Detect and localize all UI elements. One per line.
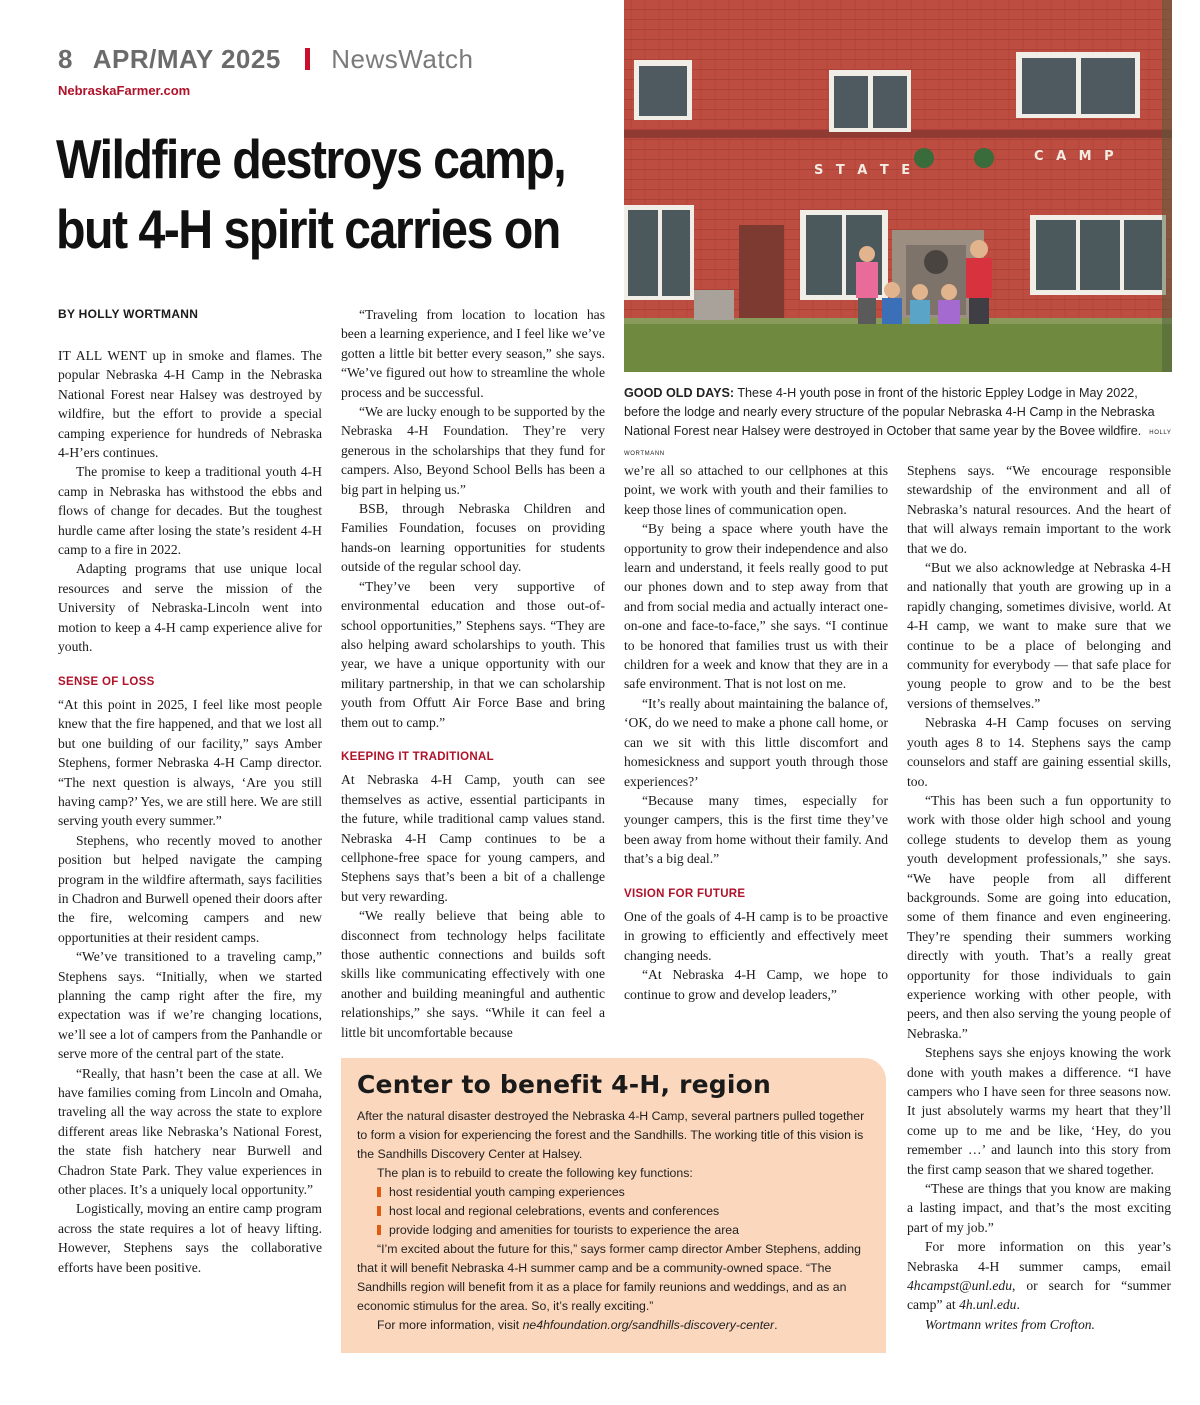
paragraph: “We are lucky enough to be supported by the Nebraska 4-H Foundation. They’re very generous in the scholarships that they fund for campers. Also, Beyond School Bells has been a big part in helping us.”	[341, 404, 605, 497]
paragraph: Nebraska 4-H Camp focuses on serving youth ages 8 to 14. Stephens says the camp counselors and staff are gaining essential skills, too.	[907, 715, 1171, 789]
paragraph: BSB, through Nebraska Children and Families Foundation, focuses on providing hands-on learning opportunities for students outside of the regular school day.	[341, 501, 605, 575]
bullet-marker-icon	[377, 1225, 381, 1235]
paragraph: “Because many times, especially for younger campers, this is the first time they’ve been away from home without their family. And that’s a big deal.”	[624, 792, 888, 867]
list-item-text: host local and regional celebrations, events and conferences	[389, 1204, 720, 1218]
more-info-text: .	[1016, 1297, 1020, 1313]
article-column-3	[624, 461, 888, 1004]
website-link[interactable]: NebraskaFarmer.com	[58, 83, 191, 98]
sidebar-paragraph	[357, 1316, 870, 1335]
sidebar-text: .	[774, 1318, 778, 1332]
paragraph: “By being a space where youth have the opportunity to grow their independence and also learn and understand, it feels really good to put our phones down and to step away from that and from social media and actually interact one-on-one and face-to-face,” she says. “I continue to be honored that families trust us with their children for a week and know that they are in a safe environment. That is not lost on me.	[624, 521, 888, 692]
subhead-keeping-it-traditional: KEEPING IT TRADITIONAL	[341, 750, 494, 763]
caption-lead: GOOD OLD DAYS:	[624, 386, 735, 400]
sidebar-paragraph: “I’m excited about the future for this,” says former camp director Amber Stephens, adding that it will benefit Nebraska 4-H summer camp and be a community-owned space. “The Sandhills region will benefit from it as a place for family reunions and weddings, and as an economic stimulus for the area. So, it’s really exciting.”	[357, 1242, 861, 1313]
subhead-sense-of-loss: SENSE OF LOSS	[58, 675, 155, 688]
author-signoff	[907, 1315, 1171, 1334]
paragraph: “But we also acknowledge at Nebraska 4-H and nationally that youth are growing up in a rapidly changing, sometimes divisive, world. At 4-H camp, we want to make sure that we continue to be a place of belonging and community for everybody — that safe place for young people to grow and to be the best versions of themselves.”	[907, 560, 1171, 711]
paragraph: “These are things that you know are making a lasting impact, and that’s the most exciting part of my job.”	[907, 1181, 1171, 1235]
website-link-4h[interactable]: 4h.unl.edu	[959, 1297, 1017, 1313]
paragraph: “They’ve been very supportive of environmental education and those out-of-school opportunities,” Stephens says. “They are also helping award scholarships to youth. This year, we have a unique opportunity with our military partnership, in that we can scholarship youth from Offutt Air Force Base and bring them out to camp.”	[341, 578, 605, 730]
paragraph-more-info	[907, 1237, 1171, 1315]
article-column-4	[907, 461, 1171, 1334]
paragraph: “At this point in 2025, I feel like most people knew that the fire happened, and that we lost all but one building of our facility,” says Amber Stephens, former Nebraska 4-H Camp director. “The next question is always, ‘Are you still having camp?’ Yes, we are still here. We are still serving youth every summer.”	[58, 696, 322, 829]
list-item-text: provide lodging and amenities for tourists to experience the area	[389, 1223, 739, 1237]
list-item	[377, 1202, 870, 1221]
caption-text: These 4-H youth pose in front of the historic Eppley Lodge in May 2022, before the lodge and nearly every structure of the popular Nebraska 4-H Camp in the Nebraska National Forest near Halsey were destroyed in October that same year by the Bovee wildfire.	[624, 386, 1155, 438]
sign-camp-text: C A M P	[1034, 149, 1118, 164]
paragraph: At Nebraska 4-H Camp, youth can see themselves as active, essential participants in the future, while traditional camp values stand. Nebraska 4-H Camp continues to be a cellphone-free space for young campers, and Stephens says that’s been a bit of a challenge but very rewarding.	[341, 772, 605, 904]
photo-caption	[624, 384, 1172, 464]
paragraph: Adapting programs that use unique local resources and serve the mission of the University of Nebraska-Lincoln went into motion to keep a 4-H camp experience alive for youth.	[58, 561, 322, 655]
headline	[56, 124, 619, 264]
more-info-text: , or search for “summer camp” at	[907, 1278, 1171, 1313]
sidebar-paragraph: After the natural disaster destroyed the Nebraska 4-H Camp, several partners pulled together to form a vision for experiencing the forest and the Sandhills. The working title of this vision is the Sandhills Discovery Center at Halsey.	[357, 1109, 865, 1161]
sidebar-box	[341, 1058, 886, 1353]
sidebar-title: Center to benefit 4-H, region	[357, 1070, 771, 1099]
lodge-photo-illustration	[624, 0, 1172, 372]
lodge-photo	[624, 0, 1172, 372]
sign-state-text: S T A T E	[814, 163, 915, 178]
paragraph: “We’ve transitioned to a traveling camp,” Stephens says. “Initially, when we started planning the camp right after the fire, my expectation was if we’re changing locations, we’ll see a lot of campers from the Panhandle or serve more of the central part of the state.	[58, 949, 322, 1062]
paragraph: Stephens, who recently moved to another position but helped navigate the camping program in the wildfire aftermath, says facilities in Chadron and Burwell opened their doors after the fire, welcoming campers and new opportunities at their resident camps.	[58, 832, 322, 945]
article-column-1	[58, 346, 322, 1277]
headline-line-1: Wildfire destroys camp,	[56, 128, 566, 190]
paragraph: Logistically, moving an entire camp program across the state requires a lot of heavy lifting. However, Stephens says the collaborative efforts have been positive.	[58, 1201, 322, 1275]
section-name: NewsWatch	[331, 44, 474, 74]
paragraph: Stephens says she enjoys knowing the work done with youth makes a difference. “I have campers who I have seen for three seasons now. It just absolutely warms my heart that they’ll come up to me and be like, ‘Hey, do you remember …’ and launch into this story from the first camp season that we shared together.	[907, 1045, 1171, 1177]
issue-date: APR/MAY 2025	[92, 44, 281, 74]
paragraph: IT ALL WENT up in smoke and flames. The popular Nebraska 4-H Camp in the Nebraska National Forest near Halsey was destroyed by wildfire, but the effort to provide a special camping experience for hundreds of Nebraska 4-H’ers continues.	[58, 348, 322, 461]
sidebar-text: For more information, visit	[377, 1318, 523, 1332]
sidebar-bullet-list	[357, 1183, 870, 1240]
page-number: 8	[58, 44, 73, 74]
paragraph: “We really believe that being able to disconnect from technology helps facilitate those authentic connections and builds soft skills like communicating effectively with one another and building meaningful and authentic relationships,” she says. “While it can feel a little bit uncomfortable because	[341, 908, 605, 1040]
author-signoff-text: Wortmann writes from Crofton.	[925, 1316, 1095, 1332]
list-item	[377, 1183, 870, 1202]
bullet-marker-icon	[377, 1206, 381, 1216]
subhead-vision-for-future: VISION FOR FUTURE	[624, 887, 746, 900]
more-info-text: For more information on this year’s Nebraska 4-H summer camps, email	[907, 1239, 1171, 1274]
bullet-marker-icon	[377, 1187, 381, 1197]
article-column-2	[341, 305, 605, 1042]
paragraph: we’re all so attached to our cellphones at this point, we work with youth and their families to keep those lines of communication open.	[624, 463, 888, 517]
paragraph: “At Nebraska 4-H Camp, we hope to continue to grow and develop leaders,”	[624, 967, 888, 1002]
list-item-text: host residential youth camping experiences	[389, 1185, 625, 1199]
folio-divider	[305, 48, 310, 70]
paragraph: “It’s really about maintaining the balance of, ‘OK, do we need to make a phone call home, or can we sit with this little discomfort and homesickness and support youth through those experiences?’	[624, 695, 888, 789]
paragraph: The promise to keep a traditional youth 4-H camp in Nebraska has withstood the ebbs and flows of change for decades. But the toughest hurdle came after losing the state’s resident 4-H camp to a fire in 2022.	[58, 464, 322, 558]
foundation-link[interactable]: ne4hfoundation.org/sandhills-discovery-center	[522, 1318, 775, 1332]
paragraph: “Traveling from location to location has been a learning experience, and I feel like we’ve gotten a little bit better every season,” she says. “We’ve figured out how to streamline the whole process and be successful.	[341, 307, 605, 400]
list-item	[377, 1221, 870, 1240]
photo-credit: HOLLY WORTMANN	[624, 430, 1172, 457]
paragraph: Stephens says. “We encourage responsible stewardship of the environment and all of Nebraska’s natural resources. And the heart of that will always remain important to the work that we do.	[907, 463, 1171, 556]
email-link[interactable]: 4hcampst@unl.edu	[907, 1278, 1013, 1294]
paragraph: One of the goals of 4-H camp is to be proactive in growing to efficiently and effectively meet changing needs.	[624, 908, 888, 963]
sidebar-paragraph: The plan is to rebuild to create the following key functions:	[377, 1166, 693, 1180]
headline-line-2: but 4-H spirit carries on	[56, 198, 560, 260]
page-folio	[58, 44, 474, 75]
byline: BY HOLLY WORTMANN	[58, 307, 199, 321]
paragraph: “Really, that hasn’t been the case at all. We have families coming from Lincoln and Omaha, traveling all the way across the state to explore different areas like Nebraska’s National Forest, the state fish hatchery near Burwell and Chadron State Park. They value experiences in other places. It’s a uniquely local opportunity.”	[58, 1065, 322, 1198]
paragraph: “This has been such a fun opportunity to work with those older high school and young college students to develop them as young youth development professionals,” she says. “We have people from all different backgrounds. Some are going into education, some of them finance and even engineering. They’re spending their summers working directly with youth. That’s a really great opportunity for those individuals to gain experience working with other people, with peers, and then also serving the young people of Nebraska.”	[907, 792, 1171, 1041]
